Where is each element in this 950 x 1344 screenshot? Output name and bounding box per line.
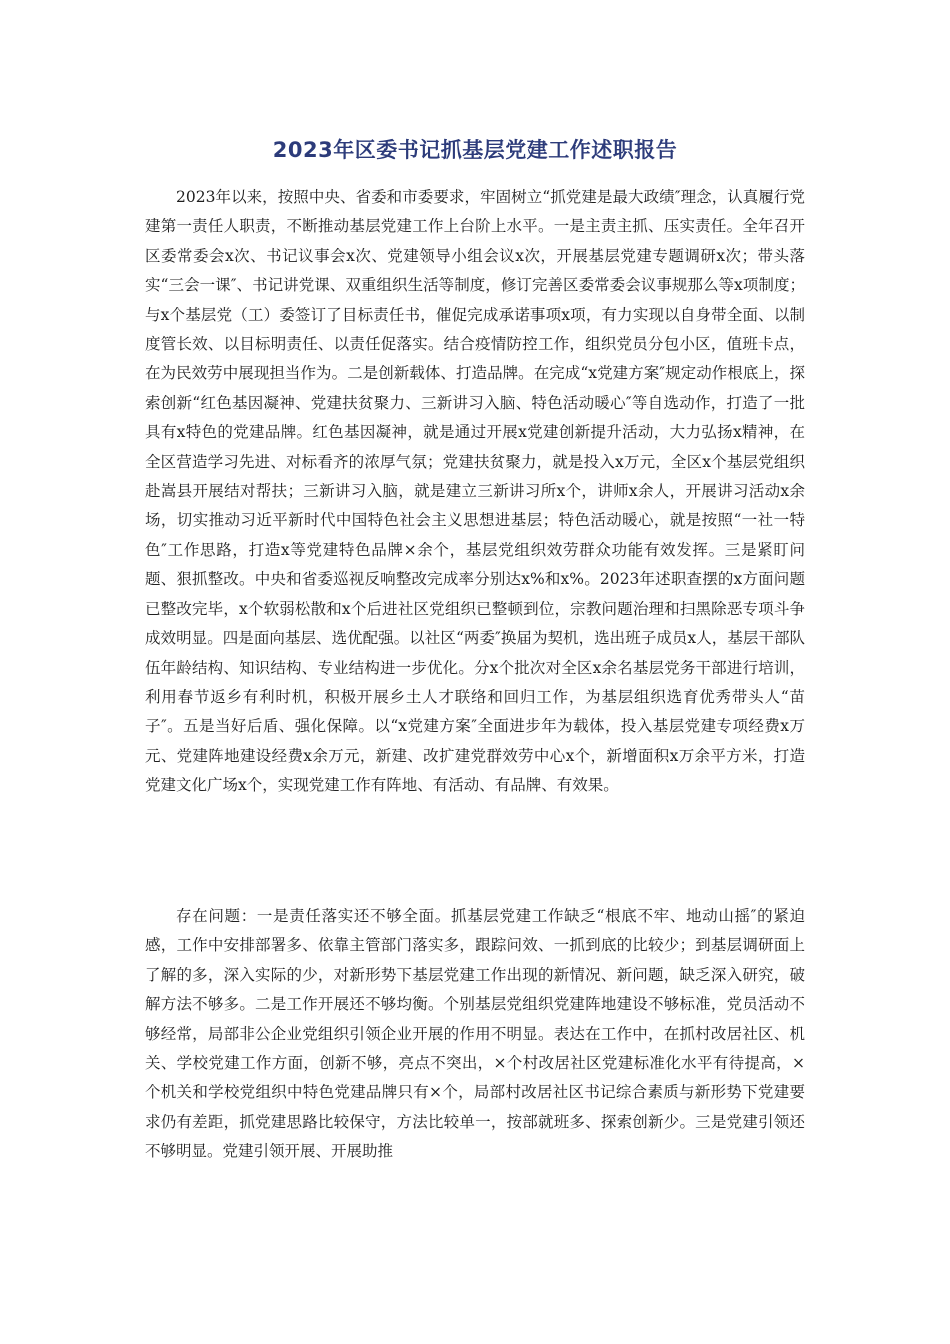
body-paragraph: 存在问题：一是责任落实还不够全面。抓基层党建工作缺乏“根底不牢、地动山摇″的紧迫感，工作中安排部署多、依靠主管部门落实多，跟踪问效、一抓到底的比较少；到基层调研面上了解的多，深入实际的少，对新形势下基层党建工作出现的新情况、新问题，缺乏深入研究，破解方法不够多。二是工作开展还不够均衡。个别基层党组织党建阵地建设不够标准，党员活动不够经常，局部非公企业党组织引领企业开展的作用不明显。表达在工作中，在抓村改居社区、机关、学校党建工作方面，创新不够，亮点不突出，×个村改居社区党建标准化水平有待提高，×个机关和学校党组织中特色党建品牌只有×个，局部村改居社区书记综合素质与新形势下党建要求仍有差距，抓党建思路比较保守，方法比较单一，按部就班多、探索创新少。三是党建引领还不够明显。党建引领开展、开展助推	[145, 907, 805, 1161]
document-title: 2023年区委书记抓基层党建工作述职报告	[272, 138, 678, 162]
body-paragraph: 2023年以来，按照中央、省委和市委要求，牢固树立“抓党建是最大政绩″理念，认真履行党建第一责任人职责，不断推动基层党建工作上台阶上水平。一是主责主抓、压实责任。全年召开区委常委会x次、书记议事会x次、党建领导小组会议x次，开展基层党建专题调研x次；带头落实“三会一课″、书记讲党课、双重组织生活等制度，修订完善区委常委会议事规那么等x项制度；与x个基层党（工）委签订了目标责任书，催促完成承诺事项x项，有力实现以自身带全面、以制度管长效、以目标明责任、以责任促落实。结合疫情防控工作，组织党员分包小区，值班卡点，在为民效劳中展现担当作为。二是创新载体、打造品牌。在完成“x党建方案″规定动作根底上，探索创新“红色基因凝神、党建扶贫聚力、三新讲习入脑、特色活动暖心″等自选动作，打造了一批具有x特色的党建品牌。红色基因凝神，就是通过开展x党建创新提升活动，大力弘扬x精神，在全区营造学习先进、对标看齐的浓厚气氛；党建扶贫聚力，就是投入x万元，全区x个基层党组织赴嵩县开展结对帮扶；三新讲习入脑，就是建立三新讲习所x个，讲师x余人，开展讲习活动x余场，切实推动习近平新时代中国特色社会主义思想进基层；特色活动暖心，就是按照“一社一特色″工作思路，打造x等党建特色品牌×余个，基层党组织效劳群众功能有效发挥。三是紧盯问题、狠抓整改。中央和省委巡视反响整改完成率分别达x%和x%。2023年述职查摆的x方面问题已整改完毕，x个软弱松散和x个后进社区党组织已整顿到位，宗教问题治理和扫黑除恶专项斗争成效明显。四是面向基层、选优配强。以社区“两委″换届为契机，选出班子成员x人，基层干部队伍年龄结构、知识结构、专业结构进一步优化。分x个批次对全区x余名基层党务干部进行培训，利用春节返乡有利时机，积极开展乡土人才联络和回归工作，为基层组织选育优秀带头人“苗子″。五是当好后盾、强化保障。以“x党建方案″全面进步年为载体，投入基层党建专项经费x万元、党建阵地建设经费x余万元，新建、改扩建党群效劳中心x个，新增面积x万余平方米，打造党建文化广场x个，实现党建工作有阵地、有活动、有品牌、有效果。	[145, 188, 806, 795]
